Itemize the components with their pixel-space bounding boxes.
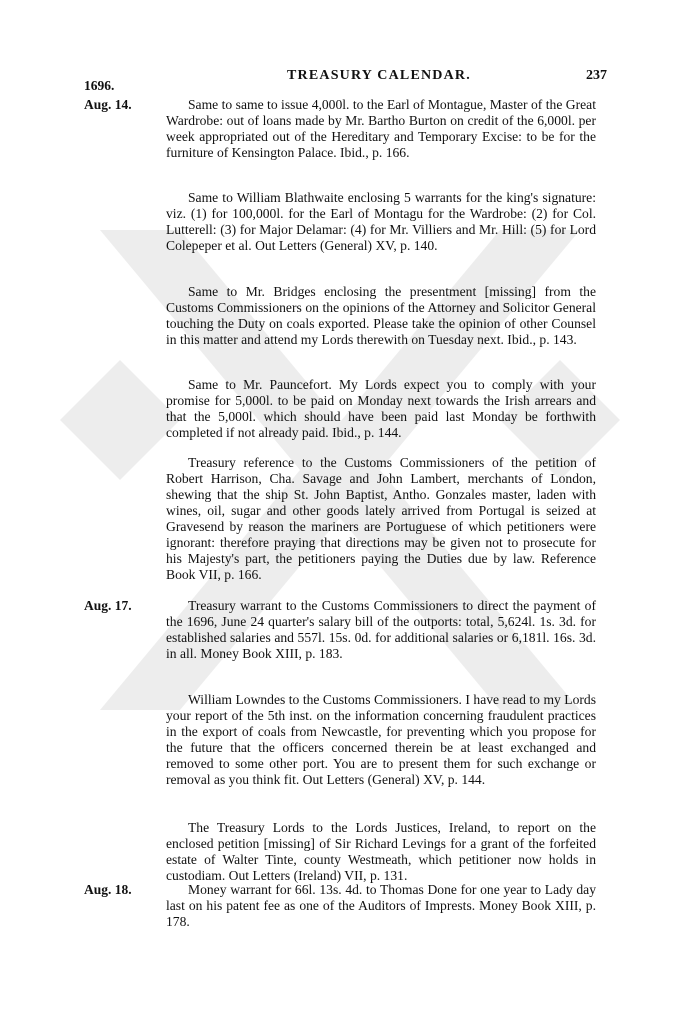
- entry-paragraph: The Treasury Lords to the Lords Justices, Ireland, to report on the enclosed petition [missing] of Sir Richard Levings for a grant of the forfeited estate of Walter Tinte, county Westmeath, which petitioner now holds in custodiam. Out Letters (Ireland) VII, p. 131.: [166, 820, 596, 883]
- entry-paragraph: Treasury reference to the Customs Commissioners of the petition of Robert Harrison, Cha. Savage and John Lambert, merchants of London, shewing that the ship St. John Baptist, Antho. Gonzales master, laden with wines, oil, sugar and other goods lately arrived from Portugal is seized at Gravesend by reason the mariners are Portuguese of which petitioners were ignorant: therefore praying that directions may be given not to prosecute for his Majesty's part, the petitioners paying the Duties due by law. Reference Book VII, p. 166.: [166, 455, 596, 582]
- entry-paragraph: Same to Mr. Pauncefort. My Lords expect you to comply with your promise for 5,000l. to be paid on Monday next towards the Irish arrears and that the 5,000l. which should have been paid last Monday be forthwith completed if not already paid. Ibid., p. 144.: [166, 377, 596, 440]
- entry-paragraph: Same to same to issue 4,000l. to the Earl of Montague, Master of the Great Wardrobe: out of loans made by Mr. Bartho Burton on credit of the 6,000l. per week appropriated out of the Hereditary and Temporary Excise: to be for the furniture of Kensington Palace. Ibid., p. 166.: [166, 97, 596, 160]
- entry-paragraph: Money warrant for 66l. 13s. 4d. to Thomas Done for one year to Lady day last on his patent fee as one of the Auditors of Imprests. Money Book XIII, p. 178.: [166, 882, 596, 929]
- entry-paragraph: Treasury warrant to the Customs Commissioners to direct the payment of the 1696, June 24 quarter's salary bill of the outports: total, 5,624l. 1s. 3d. for established salaries and 557l. 15s. 0d. for additional salaries or 6,181l. 16s. 3d. in all. Money Book XIII, p. 183.: [166, 598, 596, 661]
- page-number: 237: [586, 68, 607, 83]
- date-marker-aug18: Aug. 18.: [84, 882, 132, 897]
- entry-paragraph: Same to William Blathwaite enclosing 5 warrants for the king's signature: viz. (1) for 100,000l. for the Earl of Montagu for the Wardrobe: (2) for Col. Lutterell: (3) for Major Delamar: (4) for Mr. Villiers and Mr. Hill: (5) for Lord Colepeper et al. Out Letters (General) XV, p. 140.: [166, 190, 596, 253]
- date-marker-aug17: Aug. 17.: [84, 598, 132, 613]
- entry-paragraph: Same to Mr. Bridges enclosing the presentment [missing] from the Customs Commissioners on the opinions of the Attorney and Solicitor General touching the Duty on coals exported. Please take the opinion of other Counsel in this matter and attend my Lords therewith on Tuesday next. Ibid., p. 143.: [166, 284, 596, 347]
- year-marker: 1696.: [84, 78, 115, 93]
- entry-paragraph: William Lowndes to the Customs Commissioners. I have read to my Lords your report of the 5th inst. on the information concerning fraudulent practices in the export of coals from Newcastle, for preventing which you propose for the future that the officers concerned therein be at least exchanged and removed to some other port. You are to present them for such exchange or removal as you think fit. Out Letters (General) XV, p. 144.: [166, 692, 596, 787]
- date-marker-aug14: Aug. 14.: [84, 97, 132, 112]
- running-title: TREASURY CALENDAR.: [287, 68, 471, 83]
